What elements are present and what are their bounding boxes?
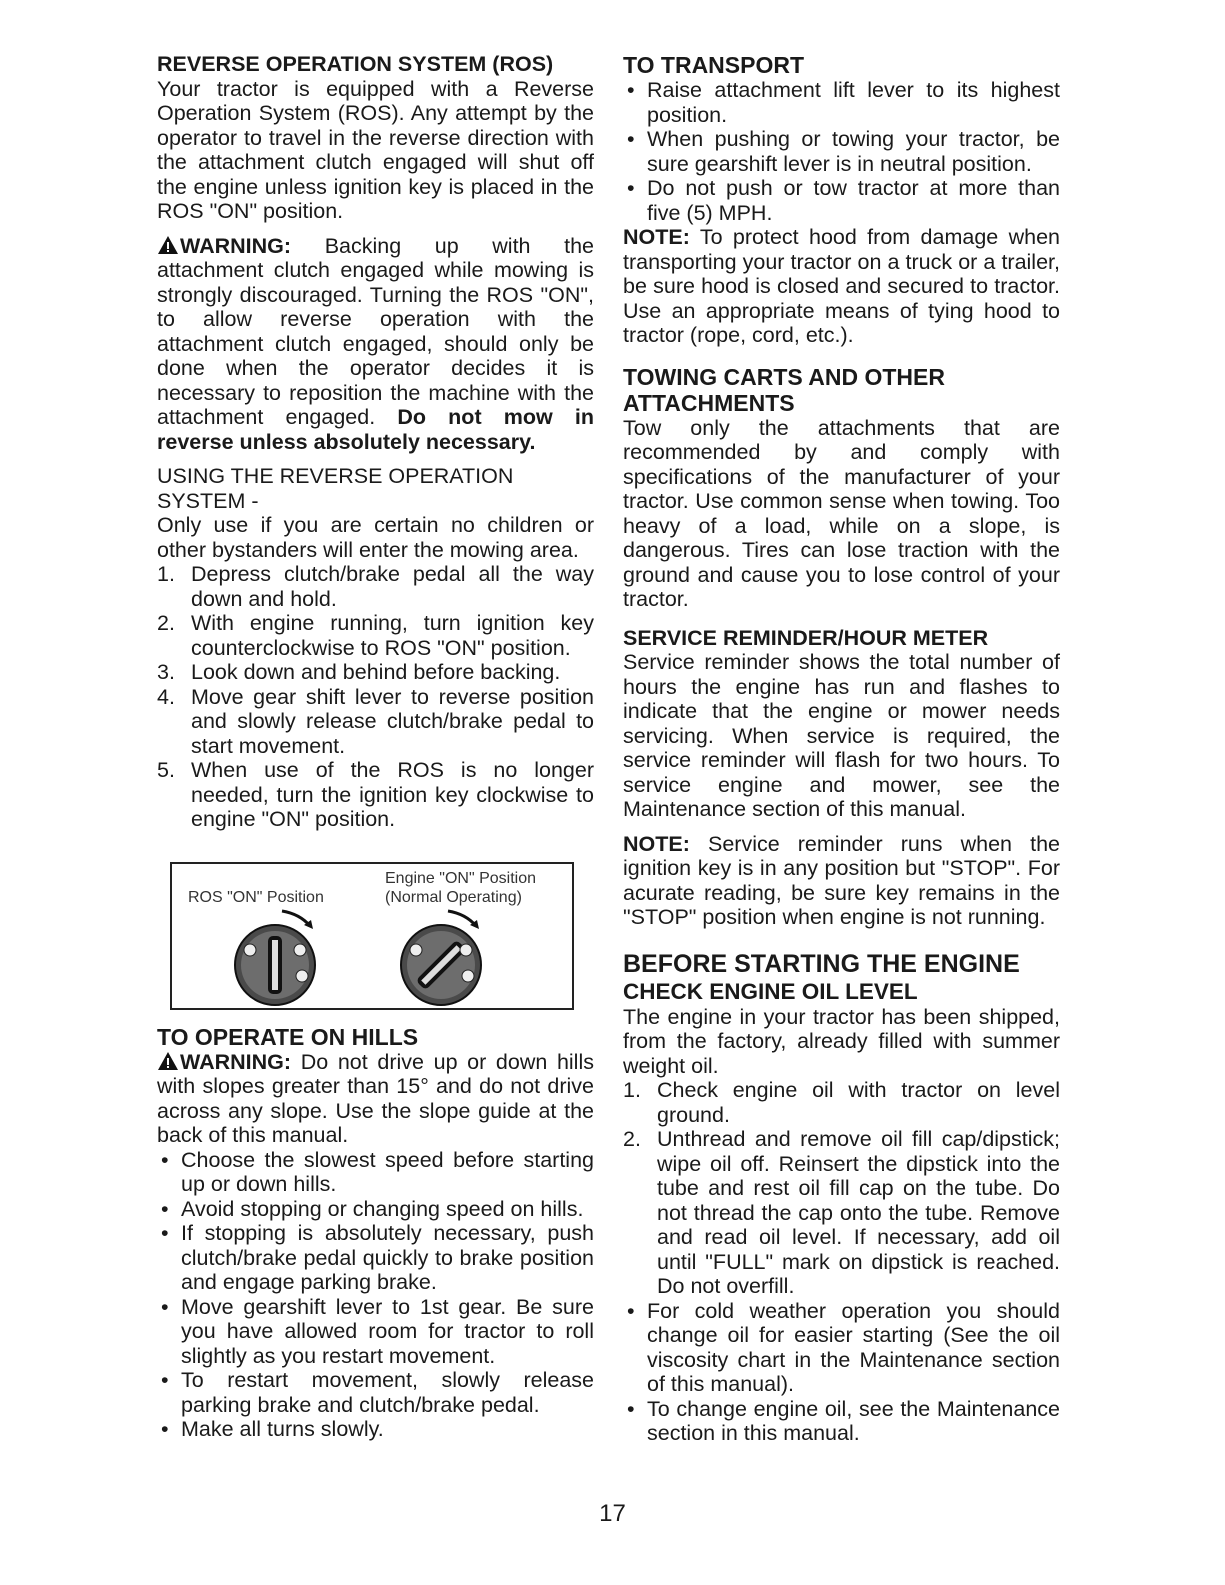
step-number: 4.	[157, 684, 175, 709]
step-text: When use of the ROS is no longer needed, turn the ignition key clockwise to engine "ON" position.	[191, 758, 594, 831]
ros-warning-text: Backing up with the attachment clutch engaged while mowing is strongly discouraged. Turning the ROS "ON", to allow reverse operation with the attachment clutch engaged, should only be done when the operator decides it is necessary to reposition the machine with the attachment engaged.	[157, 233, 594, 429]
list-item: • Move gearshift lever to 1st gear. Be sure you have allowed room for tractor to roll slightly as you restart movement.	[161, 1294, 594, 1368]
right-column	[623, 52, 1060, 1446]
list-item	[623, 1127, 1060, 1299]
before-starting-heading: BEFORE STARTING THE ENGINE	[623, 949, 1020, 978]
bullet-text: For cold weather operation you should change oil for easier starting (See the oil viscosity chart in the Maintenance section of this manual).	[647, 1298, 1060, 1396]
hills-warning-label: WARNING:	[180, 1049, 292, 1074]
step-text: Unthread and remove oil fill cap/dipstick; wipe oil off. Reinsert the dipstick into the tube and rest oil fill cap on the tube. Do not thread the cap onto the tube. Remove and read oil level. If necessary, add oil until "FULL" mark on dipstick is reached. Do not overfill.	[657, 1127, 1060, 1298]
step-number: 3.	[157, 660, 175, 684]
using-ros-heading: USING THE REVERSE OPERATION SYSTEM -	[157, 464, 514, 513]
note-label: NOTE:	[623, 831, 690, 856]
list-item	[157, 758, 594, 832]
ignition-ros-on-icon	[232, 922, 318, 1008]
ros-intro: Your tractor is equipped with a Reverse Operation System (ROS). Any attempt by the operator to travel in the reverse direction with the attachment clutch engaged will shut off the engine unless ignition key is placed in the ROS "ON" position.	[157, 76, 594, 223]
hills-heading: TO OPERATE ON HILLS	[157, 1023, 419, 1050]
step-number: 1.	[623, 1078, 641, 1102]
ros-section	[157, 52, 594, 832]
oil-steps	[623, 1078, 1060, 1299]
service-section	[623, 626, 1060, 930]
ignition-engine-on-icon	[398, 922, 484, 1008]
towing-heading: TOWING CARTS AND OTHER ATTACHMENTS	[623, 363, 945, 416]
arrow-counterclockwise-icon	[280, 908, 316, 930]
hills-warning	[157, 1050, 594, 1148]
transport-section	[623, 52, 1060, 348]
ros-on-label: ROS "ON" Position	[188, 888, 324, 906]
ros-heading: REVERSE OPERATION SYSTEM (ROS)	[157, 52, 554, 76]
ignition-key-figure	[170, 862, 574, 1010]
ros-warning-label: WARNING:	[180, 233, 292, 258]
list-item: • To change engine oil, see the Maintenance section in this manual.	[627, 1396, 1060, 1445]
bullet-text: When pushing or towing your tractor, be sure gearshift lever is in neutral position.	[647, 127, 1060, 176]
transport-bullets	[623, 78, 1060, 225]
note-text: To protect hood from damage when transporting your tractor on a truck or a trailer, be sure hood is closed and secured to tractor. Use an appropriate means of tying hood to tractor (rope, cord, etc.).	[623, 225, 1060, 347]
list-item	[157, 611, 594, 660]
step-text: Look down and behind before backing.	[191, 660, 561, 684]
bullet-text: Avoid stopping or changing speed on hills.	[181, 1196, 584, 1221]
step-number: 1.	[157, 562, 175, 586]
list-item: • Make all turns slowly.	[161, 1417, 384, 1441]
step-text: With engine running, turn ignition key counterclockwise to ROS "ON" position.	[191, 611, 594, 660]
hills-bullets	[157, 1148, 594, 1442]
transport-heading: TO TRANSPORT	[623, 52, 805, 78]
transport-note	[623, 225, 1060, 348]
service-note	[623, 832, 1060, 930]
bullet-text: Choose the slowest speed before starting up or down hills.	[181, 1147, 594, 1196]
step-text: Check engine oil with tractor on level ground.	[657, 1078, 1060, 1127]
check-oil-intro: The engine in your tractor has been shipped, from the factory, already filled with summer weight oil.	[623, 1004, 1060, 1078]
warning-icon	[157, 1051, 179, 1071]
step-number: 5.	[157, 758, 175, 782]
page-number: 17	[599, 1500, 626, 1527]
note-text: Service reminder runs when the ignition key is in any position but "STOP". For acurate reading, be sure key remains in the "STOP" position when engine is not running.	[623, 831, 1060, 929]
bullet-text: Raise attachment lift lever to its highest position.	[647, 78, 1060, 127]
ros-steps	[157, 562, 594, 832]
list-item: • When pushing or towing your tractor, be sure gearshift lever is in neutral position.	[627, 127, 1060, 176]
list-item: • Avoid stopping or changing speed on hills.	[161, 1196, 584, 1221]
list-item: • If stopping is absolutely necessary, push clutch/brake pedal quickly to brake position and engage parking brake.	[161, 1221, 594, 1294]
service-heading: SERVICE REMINDER/HOUR METER	[623, 625, 989, 650]
normal-operating-label: (Normal Operating)	[385, 888, 522, 906]
check-oil-heading: CHECK ENGINE OIL LEVEL	[623, 978, 918, 1004]
list-item: • For cold weather operation you should change oil for easier starting (See the oil viscosity chart in the Maintenance section of this manual).	[627, 1298, 1060, 1396]
service-text: Service reminder shows the total number of hours the engine has run and flashes to indicate that the engine or mower needs servicing. When service is required, the service reminder will flash for two hours. To service engine and mower, see the Maintenance section of this manual.	[623, 650, 1060, 821]
towing-text: Tow only the attachments that are recommended by and comply with specifications of the manufacturer of your tractor. Use common sense when towing. Too heavy of a load, while on a slope, is dangerous. Tires can lose traction with the ground and cause you to lose control of your tractor.	[623, 415, 1060, 611]
bullet-text: Make all turns slowly.	[181, 1417, 384, 1441]
warning-icon	[157, 235, 179, 255]
list-item	[157, 660, 594, 685]
note-label: NOTE:	[623, 225, 690, 249]
list-item	[623, 1078, 1060, 1127]
bullet-text: To change engine oil, see the Maintenance section in this manual.	[647, 1396, 1060, 1445]
step-text: Depress clutch/brake pedal all the way down and hold.	[191, 562, 594, 611]
list-item: • Raise attachment lift lever to its highest position.	[627, 78, 1060, 127]
bullet-text: Do not push or tow tractor at more than five (5) MPH.	[647, 176, 1060, 225]
bullet-text: If stopping is absolutely necessary, push clutch/brake pedal quickly to brake position and engage parking brake.	[181, 1221, 594, 1294]
left-column	[157, 52, 594, 1442]
list-item: • Choose the slowest speed before starting up or down hills.	[161, 1147, 594, 1196]
arrow-clockwise-icon	[446, 908, 482, 930]
before-starting-section	[623, 950, 1060, 1446]
towing-section	[623, 364, 1060, 612]
ros-warning	[157, 234, 594, 455]
step-number: 2.	[623, 1127, 641, 1151]
engine-on-label: Engine "ON" Position	[385, 869, 536, 887]
using-ros-intro: Only use if you are certain no children or other bystanders will enter the mowing area.	[157, 513, 594, 562]
bullet-text: To restart movement, slowly release parking brake and clutch/brake pedal.	[181, 1368, 594, 1417]
step-number: 2.	[157, 611, 175, 635]
list-item: • To restart movement, slowly release parking brake and clutch/brake pedal.	[161, 1368, 594, 1417]
list-item	[157, 562, 594, 611]
list-item: • Do not push or tow tractor at more than five (5) MPH.	[627, 176, 1060, 225]
step-text: Move gear shift lever to reverse position and slowly release clutch/brake pedal to start movement.	[191, 684, 594, 758]
hills-section	[157, 1024, 594, 1442]
oil-bullets	[623, 1299, 1060, 1446]
list-item	[157, 685, 594, 759]
ros-warning-bold: Do not mow in reverse unless absolutely necessary.	[157, 405, 594, 454]
bullet-text: Move gearshift lever to 1st gear. Be sure you have allowed room for tractor to roll slightly as you restart movement.	[181, 1294, 594, 1368]
hills-warning-text: Do not drive up or down hills with slopes greater than 15° and do not drive across any slope. Use the slope guide at the back of this manual.	[157, 1049, 594, 1147]
